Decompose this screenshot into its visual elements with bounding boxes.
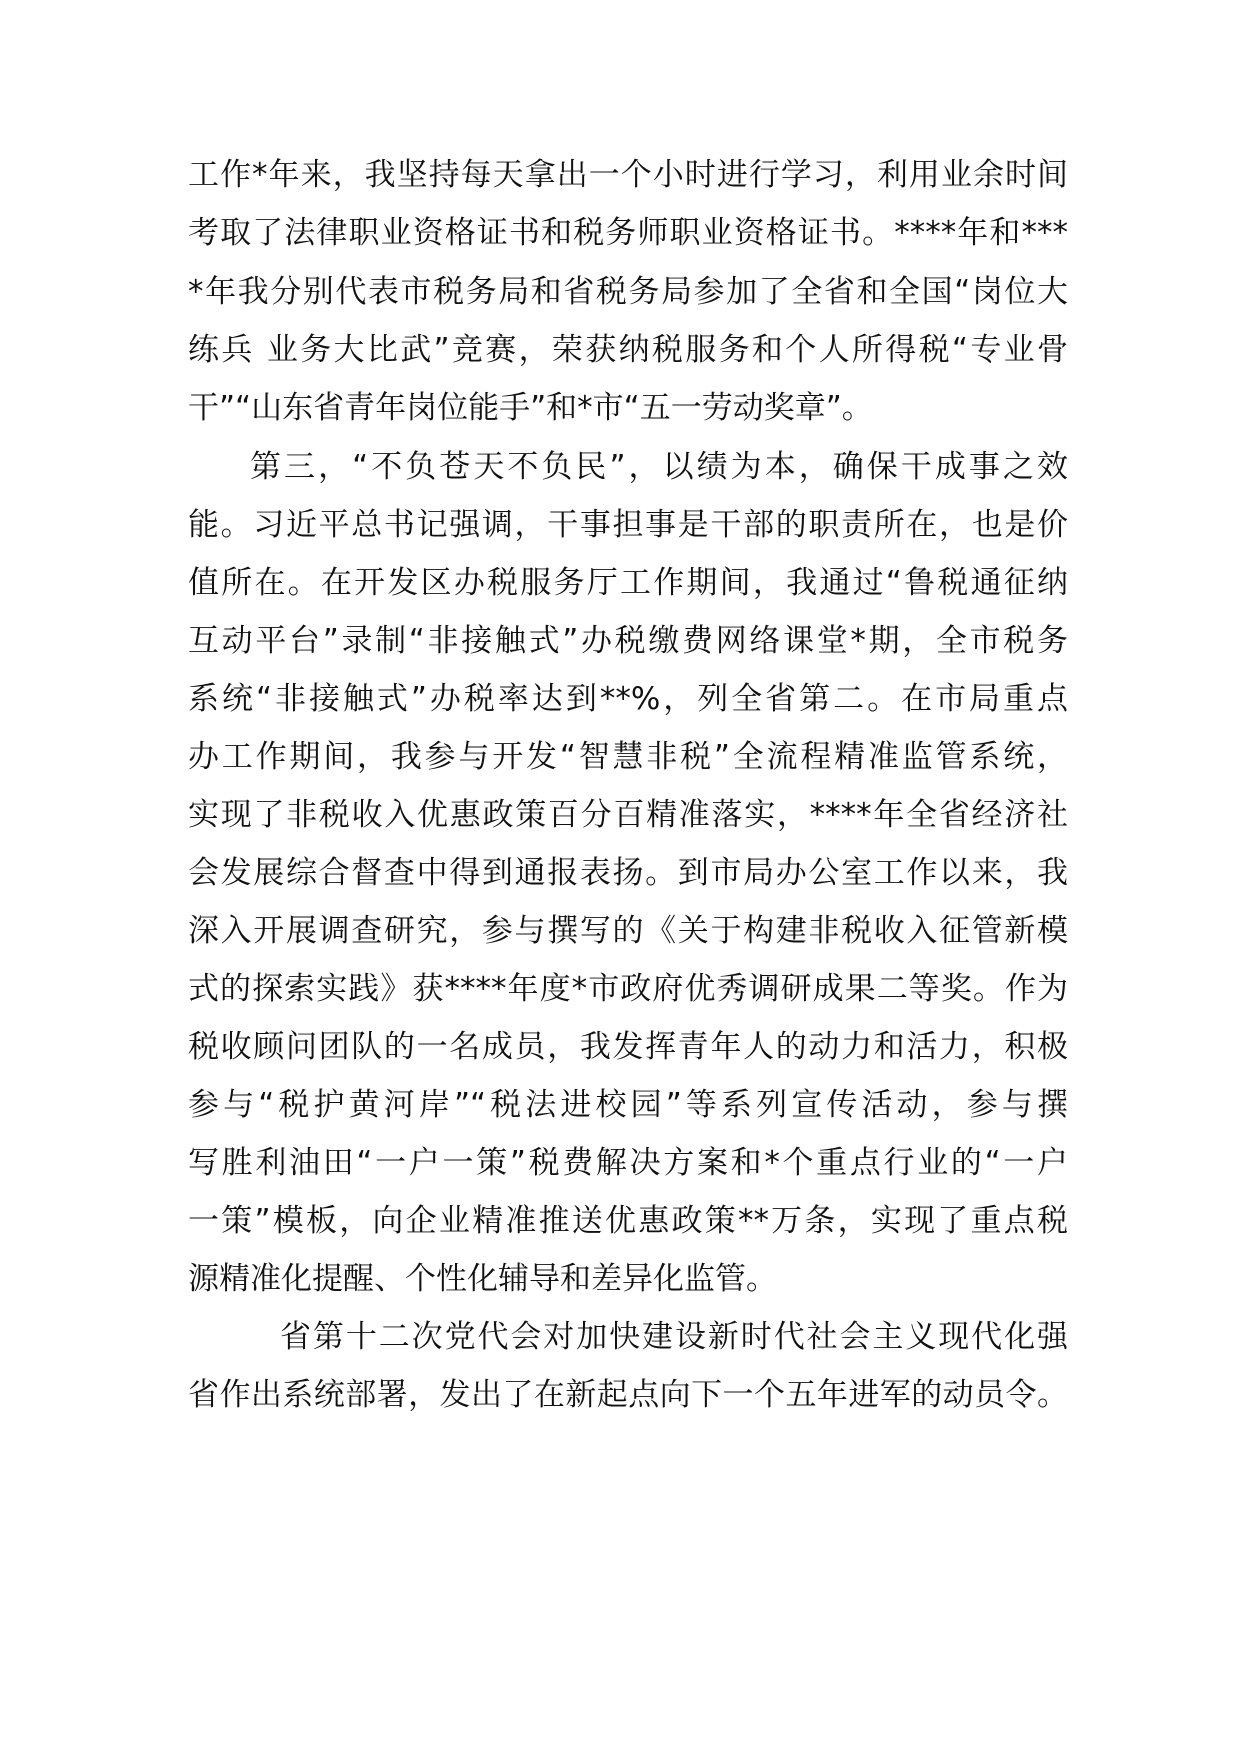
paragraph-line: 办工作期间，我参与开发“智慧非税”全流程精准监管系统， <box>188 739 1068 775</box>
paragraph-line: 深入开展调查研究，参与撰写的《关于构建非税收入征管新模 <box>188 913 1068 949</box>
paragraph-line: 税收顾问团队的一名成员，我发挥青年人的动力和活力，积极 <box>188 1029 1068 1065</box>
paragraph-line: 能。习近平总书记强调，干事担事是干部的职责所在，也是价 <box>188 507 1068 543</box>
paragraph-line: 源精准化提醒、个性化辅导和差异化监管。 <box>188 1261 777 1297</box>
paragraph-line: 式的探索实践》获****年度*市政府优秀调研成果二等奖。作为 <box>188 971 1068 1007</box>
paragraph-line: 第三，“不负苍天不负民”，以绩为本，确保干成事之效 <box>250 449 1068 485</box>
paragraph-line: 练兵 业务大比武”竞赛，荣获纳税服务和个人所得税“专业骨 <box>188 332 1068 368</box>
paragraph-line: 干”“山东省青年岗位能手”和*市“五一劳动奖章”。 <box>188 390 873 426</box>
paragraph-line: 工作*年来，我坚持每天拿出一个小时进行学习，利用业余时间 <box>188 157 1068 193</box>
paragraph-line: 系统“非接触式”办税率达到**%，列全省第二。在市局重点 <box>188 681 1068 717</box>
paragraph-line: 互动平台”录制“非接触式”办税缴费网络课堂*期，全市税务 <box>188 623 1068 659</box>
paragraph-line: 考取了法律职业资格证书和税务师职业资格证书。****年和*** <box>188 215 1068 251</box>
paragraph-line: 一策”模板，向企业精准推送优惠政策**万条，实现了重点税 <box>188 1203 1068 1239</box>
paragraph-line: 写胜利油田“一户一策”税费解决方案和*个重点行业的“一户 <box>188 1145 1068 1181</box>
paragraph-line: *年我分别代表市税务局和省税务局参加了全省和全国“岗位大 <box>188 274 1068 310</box>
paragraph-line: 实现了非税收入优惠政策百分百精准落实，****年全省经济社 <box>188 797 1068 833</box>
paragraph-line: 值所在。在开发区办税服务厅工作期间，我通过“鲁税通征纳 <box>188 565 1068 601</box>
paragraph-line: 会发展综合督查中得到通报表扬。到市局办公室工作以来，我 <box>188 855 1068 891</box>
paragraph-line: 省作出系统部署，发出了在新起点向下一个五年进军的动员令。 <box>188 1377 1068 1413</box>
paragraph-line: 参与“税护黄河岸”“税法进校园”等系列宣传活动，参与撰 <box>188 1087 1068 1123</box>
paragraph-line: 省第十二次党代会对加快建设新时代社会主义现代化强 <box>280 1319 1068 1355</box>
